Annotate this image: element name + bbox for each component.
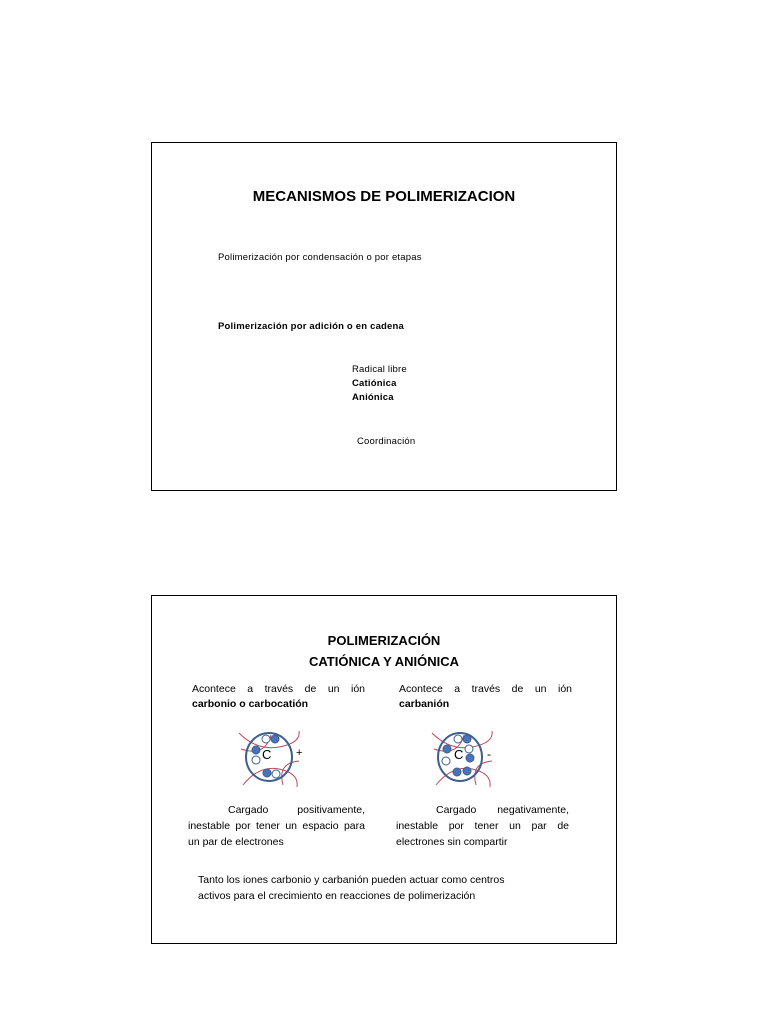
right-intro: Acontece a través de un ión carbanión [399, 683, 572, 710]
item-addition: Polimerización por adición o en cadena [218, 321, 405, 332]
right-description: Cargado negativamente, inestable por tener un par de electrones sin compartir [396, 804, 569, 848]
footer-line1: Tanto los iones carbonio y carbanión pueden actuar como centros [198, 874, 505, 886]
slide-title: MECANISMOS DE POLIMERIZACION [252, 188, 516, 205]
slide-title-line2: CATIÓNICA Y ANIÓNICA [309, 654, 459, 669]
sub-anionic: Aniónica [352, 392, 394, 403]
carbanion-diagram [430, 727, 510, 789]
carbocation-charge: + [296, 747, 303, 759]
item-condensation: Polimerización por condensación o por etapas [218, 252, 422, 263]
slide-mecanismos [151, 142, 617, 491]
sub-coordination: Coordinación [357, 436, 416, 447]
sub-cationic: Catiónica [352, 378, 397, 389]
sub-radical: Radical libre [352, 364, 407, 375]
carbocation-atom-symbol: C [262, 747, 272, 762]
left-intro: Acontece a través de un ión carbonio o carbocatión [192, 683, 365, 710]
carbocation-diagram [237, 727, 317, 789]
footer-line2: activos para el crecimiento en reacciones de polimerización [198, 890, 476, 902]
carbanion-atom-symbol: C [454, 747, 464, 762]
carbanion-charge: - [487, 747, 491, 761]
slide-cationic-anionic [151, 595, 617, 944]
slide-title-line1: POLIMERIZACIÓN [327, 633, 441, 648]
left-description: Cargado positivamente, inestable por tener un espacio para un par de electrones [188, 804, 365, 848]
